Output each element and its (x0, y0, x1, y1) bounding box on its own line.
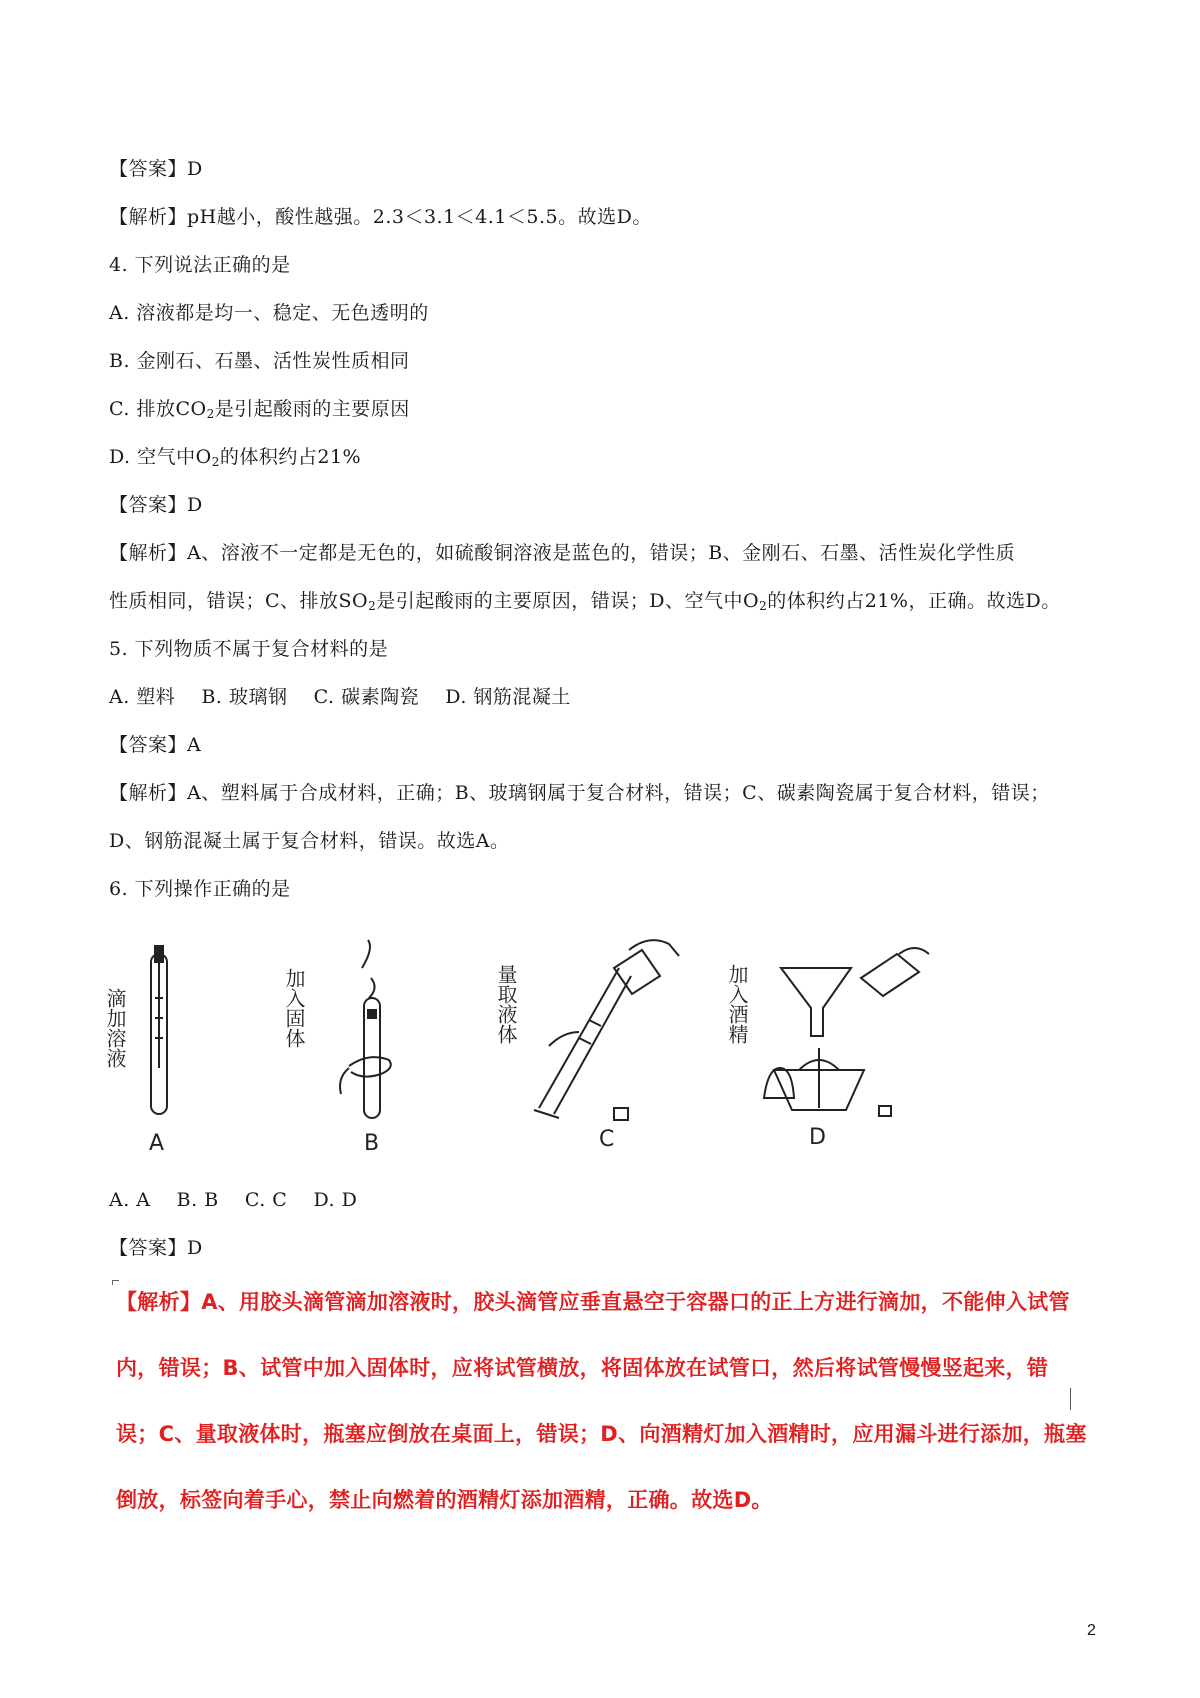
figure-c-label: C (599, 1127, 615, 1152)
q3-answer: 【答案】D (109, 158, 203, 180)
q4-stem: 4. 下列说法正确的是 (109, 254, 291, 276)
figure-c-caption: 量取液体 (494, 964, 518, 1044)
q6-analysis-line-4: 倒放，标签向着手心，禁止向燃着的酒精灯添加酒精，正确。故选D。 (116, 1488, 773, 1512)
q4-option-d: D. 空气中$O_2$的体积约占21% (109, 446, 362, 469)
q3-analysis: 【解析】pH越小，酸性越强。2.3＜3.1＜4.1＜5.5。故选D。 (109, 206, 652, 228)
q5-answer: 【答案】A (109, 734, 202, 756)
corner-mark-icon (112, 1280, 119, 1285)
q5-analysis-line-2: D、钢筋混凝土属于复合材料，错误。故选A。 (109, 830, 510, 852)
q5-options: A. 塑料 B. 玻璃钢 C. 碳素陶瓷 D. 钢筋混凝土 (109, 686, 571, 708)
q5-stem: 5. 下列物质不属于复合材料的是 (109, 638, 389, 660)
text-cursor-icon (1070, 1388, 1075, 1410)
figure-b-caption: 加入固体 (282, 968, 306, 1048)
q6-analysis-line-1: 【解析】A、用胶头滴管滴加溶液时，胶头滴管应垂直悬空于容器口的正上方进行滴加，不能伸入试管 (116, 1290, 1070, 1314)
q4-option-c: C. 排放$CO_2$是引起酸雨的主要原因 (109, 398, 410, 421)
q4-option-a: A. 溶液都是均一、稳定、无色透明的 (109, 302, 429, 324)
q6-analysis-line-2: 内，错误；B、试管中加入固体时，应将试管横放，将固体放在试管口，然后将试管慢慢竖起来，错 (116, 1356, 1049, 1380)
q4-option-b: B. 金刚石、石墨、活性炭性质相同 (109, 350, 410, 372)
q4-analysis-line-2: 性质相同，错误；C、排放$SO_2$是引起酸雨的主要原因，错误；D、空气中$O_2$的体积约占21%，正确。故选D。 (109, 590, 1061, 613)
figure-c-measuring-liquid (534, 940, 679, 1120)
figure-b-label: B (364, 1131, 380, 1156)
figure-a-caption: 滴加溶液 (103, 988, 127, 1068)
q4-analysis-line-1: 【解析】A、溶液不一定都是无色的，如硫酸铜溶液是蓝色的，错误；B、金刚石、石墨、活性炭化学性质 (109, 542, 1016, 564)
figure-a-dropper-in-test-tube (151, 946, 167, 1114)
q6-analysis-line-3: 误；C、量取液体时，瓶塞应倒放在桌面上，错误；D、向酒精灯加入酒精时，应用漏斗进行添加，瓶塞 (116, 1422, 1087, 1446)
page-number: 2 (1087, 1622, 1096, 1639)
q5-analysis-line-1: 【解析】A、塑料属于合成材料，正确；B、玻璃钢属于复合材料，错误；C、碳素陶瓷属于复合材料，错误； (109, 782, 1050, 804)
lab-operations-figure (103, 938, 1049, 1158)
q6-answer: 【答案】D (109, 1237, 203, 1259)
figure-d-caption: 加入酒精 (725, 964, 749, 1044)
figure-d-label: D (809, 1125, 826, 1150)
figure-d-adding-alcohol (764, 948, 929, 1116)
figure-b-adding-solid (340, 940, 391, 1118)
q6-options: A. A B. B C. C D. D (109, 1189, 358, 1211)
figure-a-label: A (149, 1131, 165, 1156)
q6-stem: 6. 下列操作正确的是 (109, 878, 291, 900)
q4-answer: 【答案】D (109, 494, 203, 516)
